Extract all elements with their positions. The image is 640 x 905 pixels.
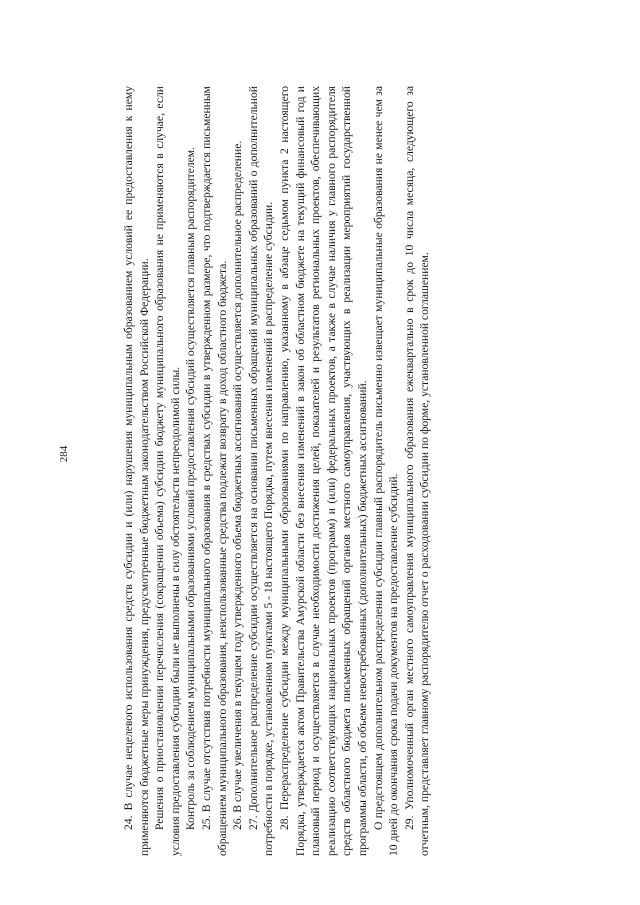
rotated-text-block	[119, 86, 557, 856]
paragraph-25: 25. В случае отсутствия потребности муниципального образования в средствах субсидии в утвержденном размере, что подтверждается письменным обращением муниципального образования, неиспользованные средства подлежат возврату в доход областного бюджета.	[199, 86, 229, 856]
document-body	[119, 86, 557, 856]
paragraph-29: 29. Уполномоченный орган местного самоуправления муниципального образования ежеквартально в срок до 10 числа месяца, следующего за отчетным, представляет главному распорядителю отчет о расходовании субсидии по форме, установленной соглашением.	[402, 86, 432, 856]
paragraph-24-decisions: Решения о приостановлении перечисления (сокращении объема) субсидии бюджету муниципального образования не применяются в случае, если условия предоставления субсидии были не выполнены в силу обстоятельств непреодолимой силы.	[153, 86, 182, 856]
paragraph-28: 28. Перераспределение субсидии между муниципальными образованиями по направлению, указанному в абзаце седьмом пункта 2 настоящего Порядка, утверждается актом Правительства Амурской области без внесения изменений в закон об областном бюджете на текущий финансовый год и плановый период и осуществляется в случае необходимости достижения целей, показателей и результатов региональных проектов, обеспечивающих реализацию соответствующих национальных проектов (программ) и (или) федеральных проектов, а также в случае наличия у главного распорядителя средств областного бюджета письменных обращений органов местного самоуправления, участвующих в реализации мероприятий государственной программы области, об объеме невостребованных (дополнительных) бюджетных ассигнований.	[277, 86, 369, 856]
paragraph-24: 24. В случае нецелевого использования средств субсидии и (или) нарушения муниципальным образованием условий ее предоставления к нему применяются бюджетные меры принуждения, предусмотренные бюджетным законодательством Российской Федерации.	[122, 86, 151, 856]
page-number: 284	[58, 445, 70, 463]
paragraph-24-control: Контроль за соблюдением муниципальными образованиями условий предоставления субсидий осуществляется главным распорядителем.	[184, 146, 198, 830]
paragraph-26: 26. В случае увеличения в текущем году утвержденного объема бюджетных ассигнований осуществляется дополнительное распределение.	[231, 140, 245, 830]
paragraph-28-notice: О предстоящем дополнительном распределении субсидии главный распорядитель письменно извещает муниципальные образования не менее чем за 10 дней до окончания срока подачи документов на предоставление субсидий.	[371, 86, 401, 856]
paragraph-27: 27. Дополнительное распределение субсидии осуществляется на основании письменных обращений муниципальных образований о дополнительной потребности в порядке, установленном пунктами 5 - 18 настоящего Порядка, путем внесения изменений в распределение субсидии.	[246, 86, 276, 856]
